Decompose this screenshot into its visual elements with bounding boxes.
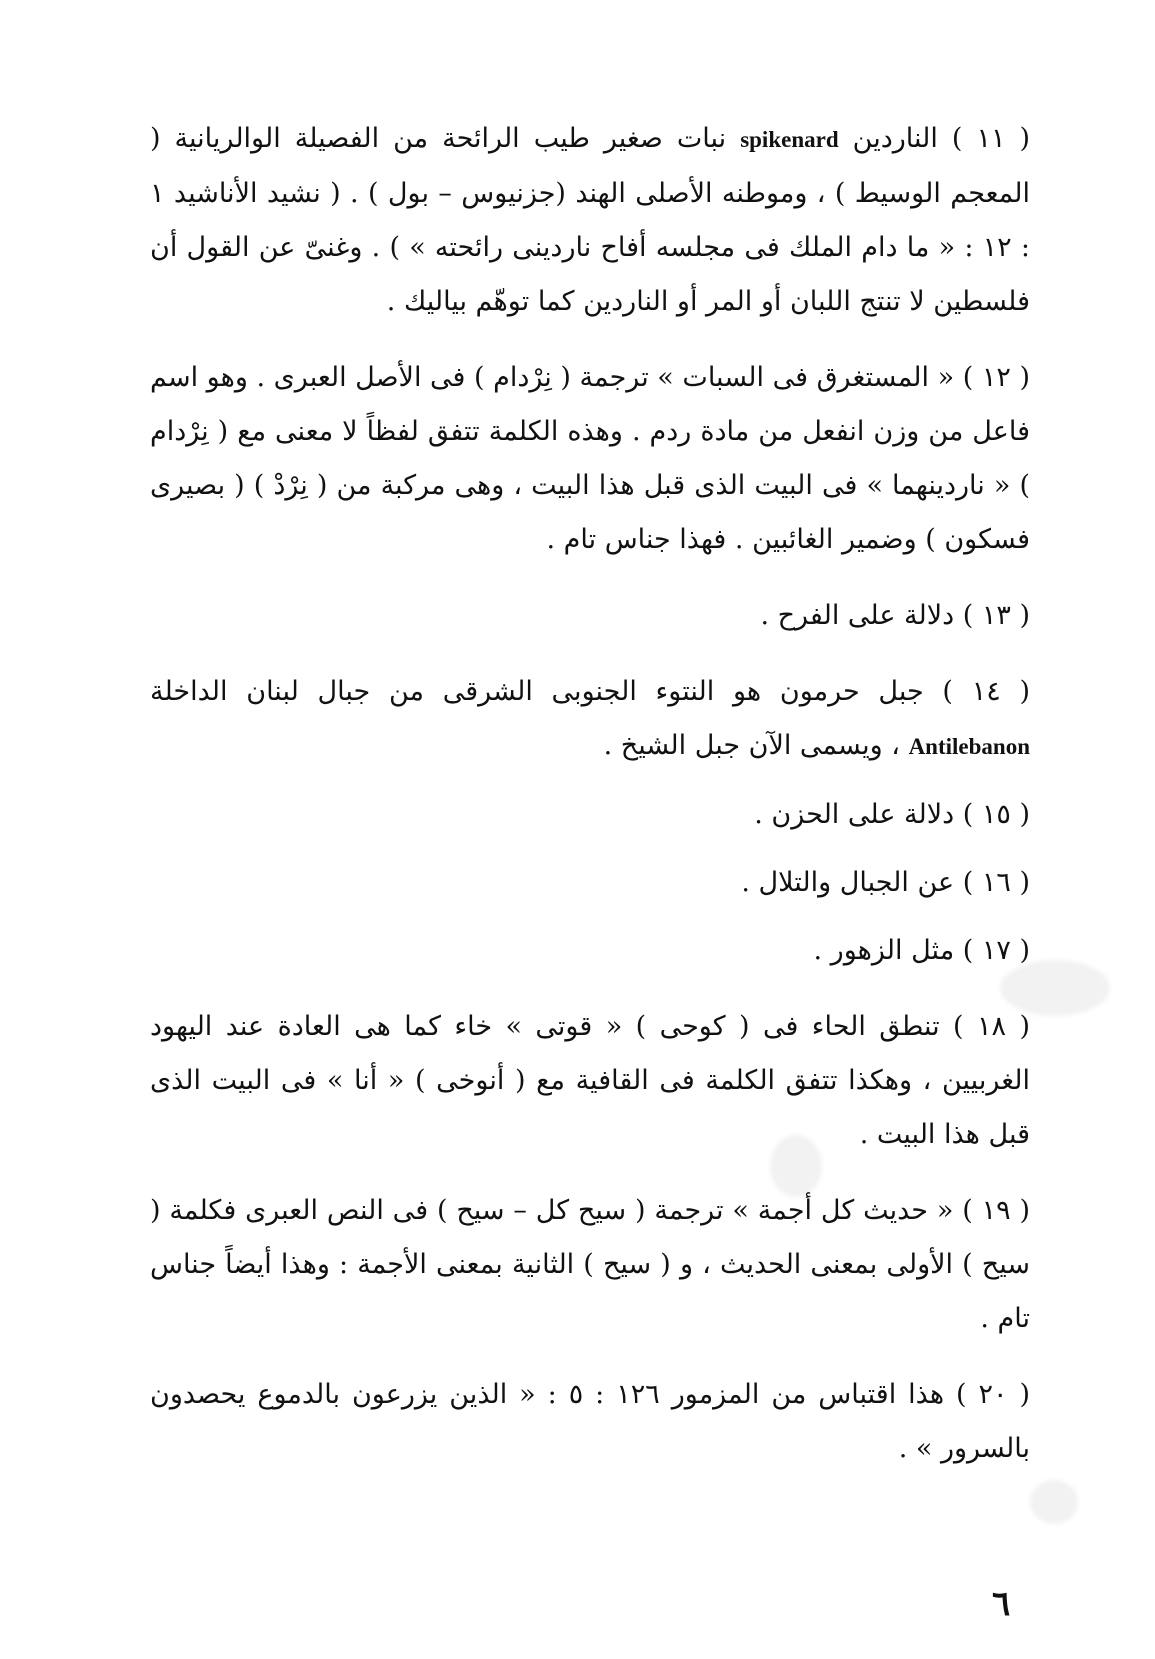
footnote-16: ( ١٦ ) عن الجبال والتلال . (741, 867, 1030, 898)
latin-term: spikenard (740, 127, 839, 152)
footnote-17: ( ١٧ ) مثل الزهور . (813, 935, 1030, 966)
page-number: ٦ (992, 1584, 1011, 1624)
paper-smudge (1030, 1480, 1078, 1524)
footnote-text: ( ١٤ ) جبل حرمون هو النتوء الجنوبى الشرقى من جبال لبنان الداخلة (150, 676, 1030, 707)
latin-term: Antilebanon (908, 734, 1030, 759)
footnote-15: ( ١٥ ) دلالة على الحزن . (754, 799, 1030, 830)
footnote-text: نبات صغير طيب الرائحة من الفصيلة الوالريانية ( المعجم الوسيط ) ، وموطنه الأصلى الهند (جزنيوس – بول ) . ( نشيد الأناشيد ١ : ١٢ : « ما دام الملك فى مجلسه أفاح ناردينى رائحته » ) . وغنىّ عن القول أن فلسطين لا تنتج اللبان أو المر أو الناردين كما توهّم بياليك . (150, 123, 1031, 317)
footnote-12: ( ١٢ ) « المستغرق فى السبات » ترجمة ( نِرْدام ) فى الأصل العبرى . وهو اسم فاعل من وزن انفعل من مادة ردم . وهذه الكلمة تتفق لفظاً لا معنى مع ( نِرْدام ) « ناردينهما » فى البيت الذى قبل هذا البيت ، وهى مركبة من ( نِرْدْ ) ( بصيرى فسكون ) وضمير الغائبين . فهذا جناس تام . (150, 362, 1030, 555)
footnote-text: ، ويسمى الآن جبل الشيخ . (603, 730, 909, 761)
footnote-19: ( ١٩ ) « حديث كل أجمة » ترجمة ( سيح كل – سيح ) فى النص العبرى فكلمة ( سيح ) الأولى بمعنى الحديث ، و ( سيح ) الثانية بمعنى الأجمة : وهذا أيضاً جناس تام . (150, 1195, 1030, 1334)
footnote-11 (150, 112, 1030, 329)
footnotes-section (150, 112, 1030, 1476)
footnote-20: ( ٢٠ ) هذا اقتباس من المزمور ١٢٦ : ٥ : « الذين يزرعون بالدموع يحصدون بالسرور » . (150, 1379, 1031, 1464)
footnote-18: ( ١٨ ) تنطق الحاء فى ( كوحى ) « قوتى » خاء كما هى العادة عند اليهود الغربيين ، وهكذا تتفق الكلمة فى القافية مع ( أنوخى ) « أنا » فى البيت الذى قبل هذا البيت . (150, 1011, 1030, 1150)
footnote-14 (150, 665, 1030, 774)
footnote-text: ( ١١ ) الناردين (838, 123, 1030, 154)
footnote-13: ( ١٣ ) دلالة على الفرح . (760, 600, 1030, 631)
